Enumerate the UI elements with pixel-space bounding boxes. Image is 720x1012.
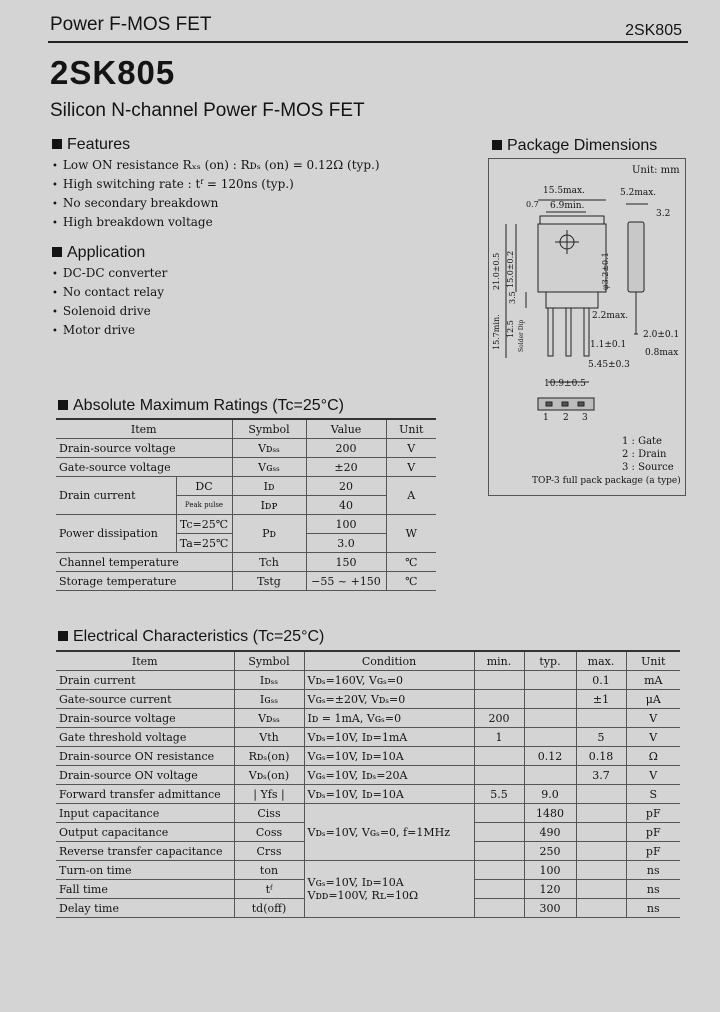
cell-symbol: tᶠ [234, 880, 304, 899]
cell-symbol: Vᴅₛ(on) [234, 766, 304, 785]
list-item: • High breakdown voltage [52, 215, 380, 234]
cell-typ: 120 [524, 880, 576, 899]
cell-min [474, 880, 524, 899]
subtitle: Silicon N-channel Power F-MOS FET [50, 100, 365, 121]
cell-value: 100 [306, 515, 386, 534]
features-heading [52, 136, 130, 154]
cell-min [474, 804, 524, 823]
cell-item: Reverse transfer capacitance [56, 842, 234, 861]
cell-typ: 250 [524, 842, 576, 861]
table-row [56, 515, 436, 534]
table-row [56, 572, 436, 591]
cell-unit: V [626, 709, 680, 728]
header-unit: Unit [386, 419, 436, 439]
cell-condition [304, 861, 474, 918]
cell-min [474, 671, 524, 690]
cell-typ [524, 671, 576, 690]
cell-max: ±1 [576, 690, 626, 709]
package-tab [540, 216, 604, 224]
part-number: 2SK805 [50, 54, 176, 91]
cell-symbol: Vᴅₛₛ [234, 709, 304, 728]
cell-condition: Vᴅₛ=160V, Vɢₛ=0 [304, 671, 474, 690]
side-view [628, 222, 644, 292]
cell-typ: 300 [524, 899, 576, 918]
cell-unit: ns [626, 880, 680, 899]
cell-unit: pF [626, 804, 680, 823]
list-item: • Solenoid drive [52, 304, 167, 323]
elec-condition: (Tc=25°C) [252, 628, 325, 645]
cell-symbol: Pᴅ [232, 515, 306, 553]
cell-item: Power dissipation [56, 515, 176, 553]
cell-symbol: td(off) [234, 899, 304, 918]
cell-item: Channel temperature [56, 553, 232, 572]
header-condition: Condition [304, 651, 474, 671]
dim-5-2: 5.2max. [620, 188, 657, 198]
cell-min [474, 861, 524, 880]
cell-max [576, 899, 626, 918]
cell-item: Fall time [56, 880, 234, 899]
header-min: min. [474, 651, 524, 671]
dim-10-9: 10.9±0.5 [544, 379, 586, 389]
table-row [56, 553, 436, 572]
header-value: Value [306, 419, 386, 439]
dim-2-2: 2.2max. [592, 311, 629, 321]
cell-item: Output capacitance [56, 823, 234, 842]
cell-item: Storage temperature [56, 572, 232, 591]
square-bullet-icon [52, 139, 62, 149]
package-unit: Unit: mm [632, 165, 680, 176]
cell-max: 0.18 [576, 747, 626, 766]
cell-unit: S [626, 785, 680, 804]
cell-unit: ns [626, 861, 680, 880]
table-row [56, 804, 680, 823]
cell-symbol: Ciss [234, 804, 304, 823]
elec-heading [58, 628, 324, 646]
package-heading [492, 137, 657, 155]
list-item: • No secondary breakdown [52, 196, 380, 215]
abs-max-heading [58, 397, 344, 415]
cell-unit: pF [626, 823, 680, 842]
header-symbol: Symbol [234, 651, 304, 671]
cell-symbol: Vɢₛₛ [232, 458, 306, 477]
package-body [538, 224, 606, 292]
square-bullet-icon [58, 400, 68, 410]
condition-line-1: Vɢₛ=10V, Iᴅ=10A [307, 876, 404, 889]
cell-subitem: Peak pulse [176, 496, 232, 515]
dim-15-5: 15.5max. [543, 186, 585, 196]
table-row [56, 439, 436, 458]
cell-symbol: Vth [234, 728, 304, 747]
application-heading [52, 244, 145, 262]
cell-unit: W [386, 515, 436, 553]
cell-max [576, 709, 626, 728]
lead-2 [566, 308, 571, 356]
header-unit: Unit [626, 651, 680, 671]
cell-typ [524, 709, 576, 728]
table-row [56, 861, 680, 880]
cell-item: Delay time [56, 899, 234, 918]
cell-max [576, 823, 626, 842]
header-item: Item [56, 419, 232, 439]
lead-3 [584, 308, 589, 356]
package-name: TOP-3 full pack package (a type) [532, 476, 681, 486]
cell-condition: Vɢₛ=±20V, Vᴅₛ=0 [304, 690, 474, 709]
cell-symbol: Iᴅ [232, 477, 306, 496]
square-bullet-icon [492, 140, 502, 150]
application-title: Application [67, 244, 146, 261]
cell-symbol: | Yfs | [234, 785, 304, 804]
cell-unit: mA [626, 671, 680, 690]
cell-condition: Iᴅ = 1mA, Vɢₛ=0 [304, 709, 474, 728]
dim-2-0: 2.0±0.1 [643, 330, 680, 340]
header-item: Item [56, 651, 234, 671]
table-row [56, 458, 436, 477]
cell-symbol: Crss [234, 842, 304, 861]
cell-typ: 1480 [524, 804, 576, 823]
cell-unit: ℃ [386, 553, 436, 572]
cell-symbol: Iᴅₛₛ [234, 671, 304, 690]
header-max: max. [576, 651, 626, 671]
cell-max [576, 880, 626, 899]
cell-min [474, 766, 524, 785]
dim-0-7: 0.7 [526, 200, 539, 209]
cell-unit: μA [626, 690, 680, 709]
application-list [52, 266, 167, 342]
cell-symbol: Vᴅₛₛ [232, 439, 306, 458]
dim-solder-dip: Solder Dip [518, 319, 525, 352]
cell-value: 20 [306, 477, 386, 496]
table-row [56, 728, 680, 747]
cell-unit: A [386, 477, 436, 515]
cell-item: Gate-source current [56, 690, 234, 709]
cell-max [576, 842, 626, 861]
cell-max: 0.1 [576, 671, 626, 690]
header-symbol: Symbol [232, 419, 306, 439]
dim-0-8: 0.8max [645, 348, 679, 358]
cell-subitem: DC [176, 477, 232, 496]
cell-value: 40 [306, 496, 386, 515]
dim-5-45: 5.45±0.3 [588, 360, 630, 370]
cell-max: 3.7 [576, 766, 626, 785]
table-row [56, 671, 680, 690]
cell-unit: ℃ [386, 572, 436, 591]
cell-unit: V [386, 458, 436, 477]
table-row [56, 709, 680, 728]
cell-condition: Vᴅₛ=10V, Iᴅ=10A [304, 785, 474, 804]
cell-symbol: ton [234, 861, 304, 880]
cell-min: 5.5 [474, 785, 524, 804]
cell-item: Drain-source ON voltage [56, 766, 234, 785]
pin-label-1: 1 [543, 413, 549, 423]
pin-legend-gate: 1 : Gate [622, 436, 662, 447]
pin-label-2: 2 [563, 413, 569, 423]
dim-15-0: 15.0±0.2 [506, 250, 515, 288]
cell-item: Drain-source ON resistance [56, 747, 234, 766]
cell-item: Drain current [56, 671, 234, 690]
header-typ: typ. [524, 651, 576, 671]
dim-12-5: 12.5 [506, 320, 515, 338]
elec-table [56, 650, 680, 918]
cell-item: Turn-on time [56, 861, 234, 880]
pin-label-3: 3 [582, 413, 588, 423]
cell-max [576, 804, 626, 823]
cell-min [474, 747, 524, 766]
cell-item: Forward transfer admittance [56, 785, 234, 804]
cell-typ: 100 [524, 861, 576, 880]
cell-subitem: Ta=25℃ [176, 534, 232, 553]
cell-min [474, 899, 524, 918]
table-row [56, 477, 436, 496]
cell-value: 200 [306, 439, 386, 458]
cell-subitem: Tc=25℃ [176, 515, 232, 534]
cell-value: 150 [306, 553, 386, 572]
list-item: • DC-DC converter [52, 266, 167, 285]
table-header [56, 651, 680, 671]
dim-21-0: 21.0±0.5 [492, 252, 501, 290]
table-row [56, 766, 680, 785]
package-title: Package Dimensions [507, 137, 658, 154]
cell-item: Drain-source voltage [56, 709, 234, 728]
dim-3-2: 3.2 [656, 209, 671, 219]
cell-symbol: Iɢₛₛ [234, 690, 304, 709]
header-part: 2SK805 [625, 22, 682, 39]
cell-unit: pF [626, 842, 680, 861]
cell-unit: V [626, 728, 680, 747]
cell-typ [524, 728, 576, 747]
cell-item: Drain current [56, 477, 176, 515]
cell-condition: Vɢₛ=10V, Iᴅₛ=20A [304, 766, 474, 785]
cell-value: 3.0 [306, 534, 386, 553]
cell-symbol: Rᴅₛ(on) [234, 747, 304, 766]
cell-symbol: Tstg [232, 572, 306, 591]
cell-max [576, 861, 626, 880]
table-row [56, 785, 680, 804]
cell-item: Gate threshold voltage [56, 728, 234, 747]
cell-min [474, 690, 524, 709]
cell-max [576, 785, 626, 804]
table-header [56, 419, 436, 439]
table-row [56, 690, 680, 709]
cell-min [474, 823, 524, 842]
abs-max-table [56, 418, 436, 591]
cell-unit: V [626, 766, 680, 785]
pin-legend-drain: 2 : Drain [622, 449, 667, 460]
cell-symbol: Tch [232, 553, 306, 572]
abs-max-title: Absolute Maximum Ratings [73, 397, 268, 414]
cell-unit: V [386, 439, 436, 458]
condition-line-2: Vᴅᴅ=100V, Rʟ=10Ω [307, 889, 419, 902]
pin-legend-source: 3 : Source [622, 462, 674, 473]
cell-min [474, 842, 524, 861]
square-bullet-icon [58, 631, 68, 641]
cell-condition: Vɢₛ=10V, Iᴅ=10A [304, 747, 474, 766]
cell-typ: 9.0 [524, 785, 576, 804]
cell-item: Input capacitance [56, 804, 234, 823]
features-title: Features [67, 136, 131, 153]
cell-item: Gate-source voltage [56, 458, 232, 477]
cell-value: ±20 [306, 458, 386, 477]
list-item: • High switching rate : tᶠ = 120ns (typ.) [52, 177, 380, 196]
cell-max: 5 [576, 728, 626, 747]
dim-1-1: 1.1±0.1 [590, 340, 627, 350]
cell-typ: 490 [524, 823, 576, 842]
lead-1 [548, 308, 553, 356]
square-bullet-icon [52, 247, 62, 257]
cell-symbol: Coss [234, 823, 304, 842]
table-row [56, 747, 680, 766]
header-rule [48, 41, 688, 43]
cell-typ [524, 766, 576, 785]
cell-condition: Vᴅₛ=10V, Iᴅ=1mA [304, 728, 474, 747]
abs-max-condition: (Tc=25°C) [272, 397, 344, 414]
dim-6-9: 6.9min. [550, 201, 585, 211]
cell-unit: ns [626, 899, 680, 918]
dim-3-5: 3.5 [508, 291, 517, 304]
cell-typ: 0.12 [524, 747, 576, 766]
dim-hole: φ3.2±0.1 [601, 252, 610, 290]
list-item: • Low ON resistance Rₓₛ (on) : Rᴅₛ (on) = 0.12Ω (typ.) [52, 158, 380, 177]
cell-value: −55 ~ +150 [306, 572, 386, 591]
list-item: • Motor drive [52, 323, 167, 342]
cell-min: 200 [474, 709, 524, 728]
cell-symbol: Iᴅᴘ [232, 496, 306, 515]
list-item: • No contact relay [52, 285, 167, 304]
cell-item: Drain-source voltage [56, 439, 232, 458]
header-title: Power F-MOS FET [50, 14, 212, 35]
dim-15-7: 15.7min. [492, 314, 501, 350]
cell-min: 1 [474, 728, 524, 747]
cell-condition: Vᴅₛ=10V, Vɢₛ=0, f=1MHz [304, 804, 474, 861]
features-list [52, 158, 380, 234]
elec-title: Electrical Characteristics [73, 628, 249, 645]
cell-typ [524, 690, 576, 709]
cell-unit: Ω [626, 747, 680, 766]
